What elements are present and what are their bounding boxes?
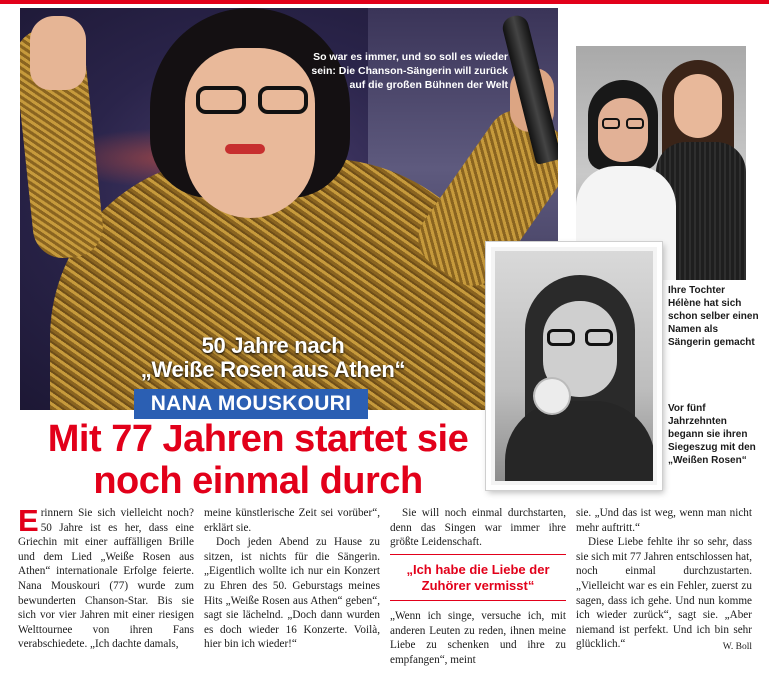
top-color-rule bbox=[0, 0, 769, 4]
singer-face bbox=[185, 48, 315, 218]
pull-quote: „Ich habe die Liebe der Zuhörer vermisst“ bbox=[390, 554, 566, 601]
article-column-4 bbox=[576, 506, 752, 655]
column-2-paragraph-2: Doch jeden Abend zu Hause zu sitzen, ist nichts für die Sängerin. „Eigentlich wollte ich nur ein Konzert zu Ehren des 50. Geburstags meines Hits „Weiße Rosen aus Athen“ geben“, sagt sie lächelnd. „Doch dann wurden es doch wieder 16 Konzerte. Voilà, hier bin ich wieder!“ bbox=[204, 536, 380, 651]
drop-cap: E bbox=[18, 503, 39, 538]
career-caption: Vor fünf Jahrzehnten begann sie ihren Siegeszug mit den „Weißen Rosen“ bbox=[668, 403, 756, 466]
singer-glasses bbox=[196, 86, 308, 116]
column-1-text: rinnern Sie sich vielleicht noch? 50 Jahre ist es her, dass eine Griechin mit einer auffälligen Brille und dem Lied „Weiße Rosen aus Athen“ internationale Erfolge feierte. Nana Mouskouri (77) wurde zum bewunderten Chanson-Star. Bis sie sich vor vier Jahren mit einer riesigen Welttournee von ihren Fans verabschiedete. „Ich dachte damals, bbox=[18, 507, 194, 651]
kicker-line-1: 50 Jahre nach bbox=[201, 333, 345, 358]
vintage-photo-with-rose bbox=[486, 242, 662, 490]
article-column-3 bbox=[390, 506, 566, 550]
column-2-paragraph-1: meine künstlerische Zeit sei vorüber“, erklärt sie. bbox=[204, 507, 380, 534]
headline-line-1: Mit 77 Jahren startet sie bbox=[47, 418, 469, 460]
article-column-2 bbox=[204, 506, 380, 652]
column-3-paragraph-2-text: „Wenn ich singe, versuche ich, mit anderen Leuten zu reden, ihnen meine Liebe zu schenken und ihre zu empfangen“, meint bbox=[390, 610, 566, 666]
column-3-paragraph-2 bbox=[390, 609, 566, 667]
author-byline: W. Boll bbox=[722, 642, 752, 653]
left-hand bbox=[30, 16, 86, 90]
kicker bbox=[108, 334, 438, 382]
column-3-paragraph-1: Sie will noch einmal durchstarten, denn das Singen war immer ihre größte Leidenschaft. bbox=[390, 507, 566, 549]
column-4-paragraph-1: sie. „Und das ist weg, wenn man nicht mehr auftritt.“ bbox=[576, 507, 752, 534]
singer-mouth bbox=[225, 144, 265, 154]
hero-photo-caption: So war es immer, und so soll es wieder sein: Die Chanson-Sängerin will zurück auf die großen Bühnen der Welt bbox=[311, 51, 508, 91]
headline bbox=[28, 418, 488, 502]
kicker-line-2: „Weiße Rosen aus Athen“ bbox=[140, 357, 406, 382]
headline-line-2: noch einmal durch bbox=[93, 460, 423, 502]
column-4-paragraph-2: Diese Liebe fehlte ihr so sehr, dass sie sich mit 77 Jahren entschlossen hat, noch einmal durchzustarten. „Vielleicht war es ein Fehler, zuerst zu sagen, dass ich gehe. Und nun komme ich wieder zurück“, sagt sie. „Aber niemand ist perfekt. Und ich bin sehr glücklich.“ bbox=[576, 536, 752, 651]
name-banner: NANA MOUSKOURI bbox=[134, 389, 368, 419]
white-rose bbox=[535, 379, 569, 413]
article-column-1 bbox=[18, 503, 194, 652]
daughter-caption: Ihre Tochter Hélène hat sich schon selber einen Namen als Sängerin gemacht bbox=[668, 285, 759, 348]
